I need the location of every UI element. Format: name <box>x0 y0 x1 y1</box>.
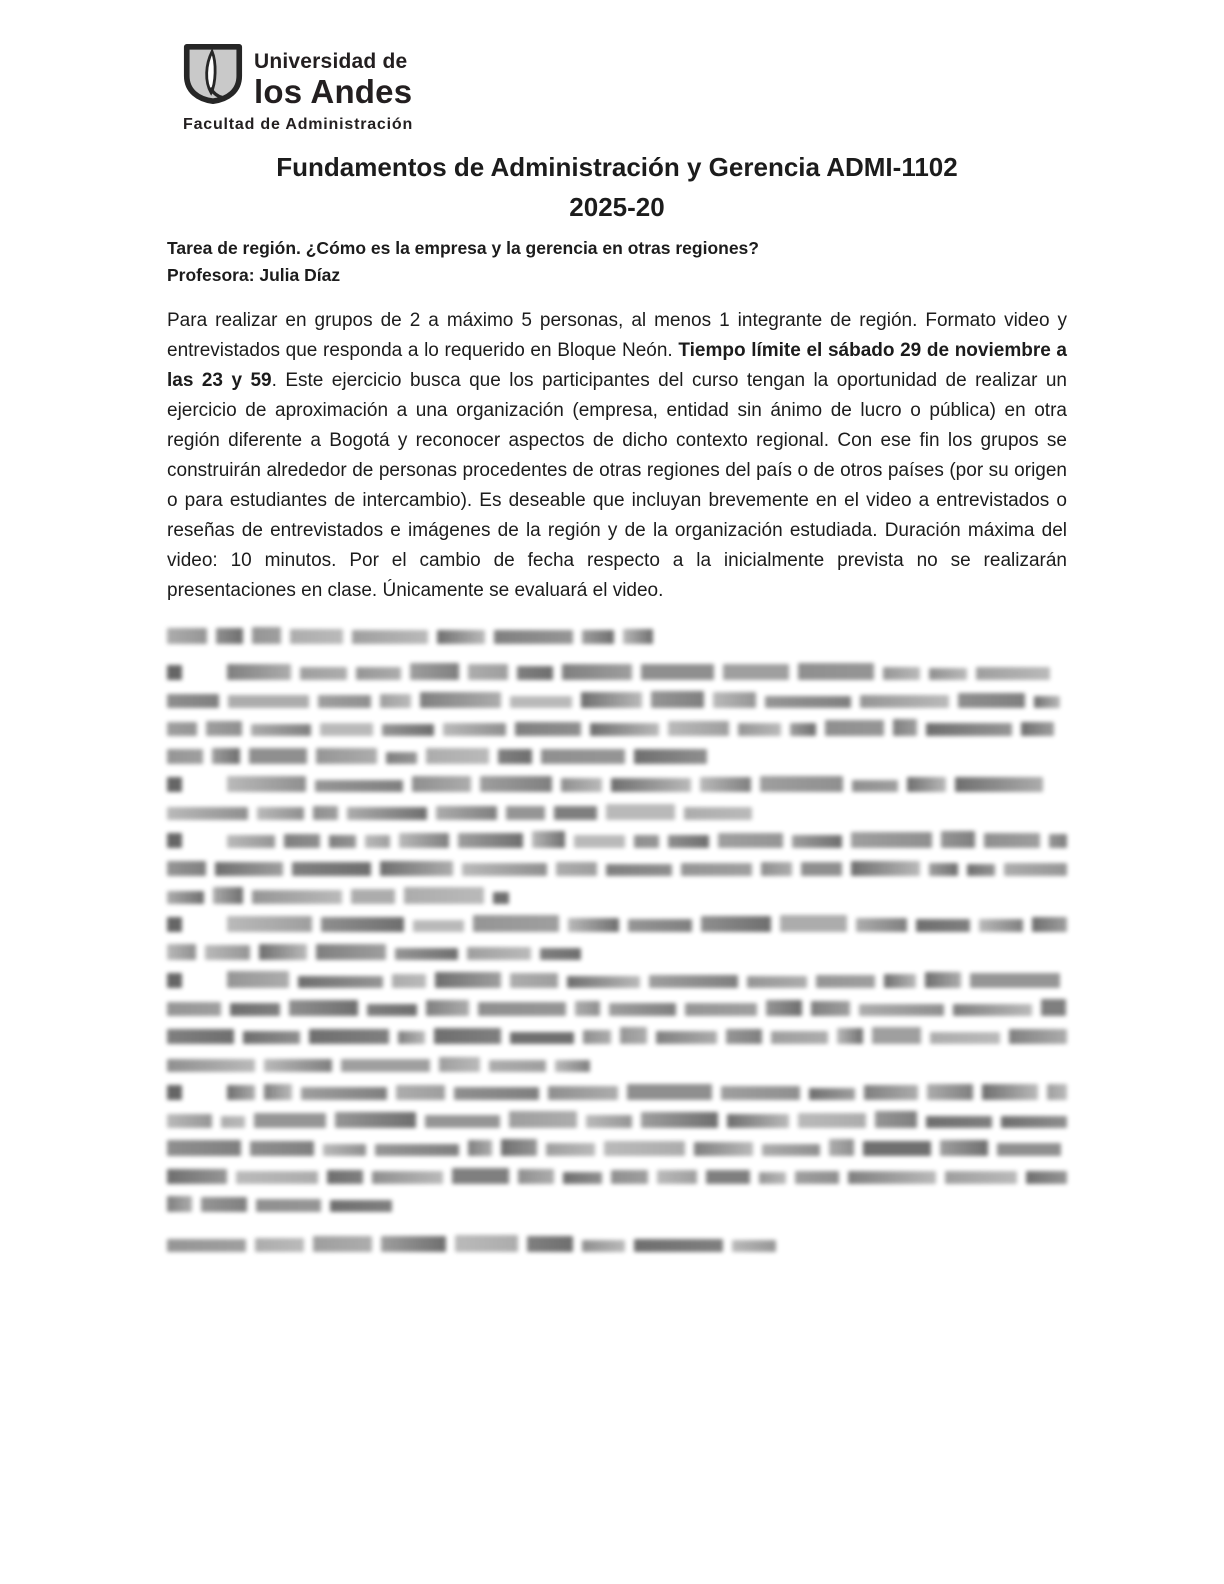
blurred-word <box>236 1171 318 1184</box>
blurred-line <box>167 1140 1067 1156</box>
blurred-word <box>316 944 386 960</box>
blurred-word <box>396 1085 444 1100</box>
blurred-word <box>759 1172 786 1184</box>
blurred-word <box>930 1032 1000 1045</box>
blurred-word <box>780 915 847 932</box>
blurred-word <box>562 664 632 680</box>
blurred-word <box>167 694 219 708</box>
blurred-word <box>468 664 509 681</box>
blurred-word <box>404 887 483 904</box>
blurred-word <box>367 1004 417 1017</box>
blurred-question-item <box>167 1084 1067 1212</box>
blurred-word <box>480 776 552 792</box>
blurred-word <box>398 1031 424 1044</box>
blurred-line <box>167 1000 1067 1016</box>
blurred-line <box>167 1056 1067 1072</box>
blurred-word <box>864 1085 918 1100</box>
blurred-word <box>372 1171 443 1185</box>
blurred-word <box>628 919 691 933</box>
blurred-word <box>227 1085 255 1100</box>
blurred-word <box>929 668 967 680</box>
blurred-word <box>501 1139 536 1156</box>
blurred-word <box>257 807 304 820</box>
blurred-word <box>863 1141 931 1156</box>
blurred-item-number <box>167 665 182 680</box>
blurred-word <box>230 1003 279 1016</box>
blurred-word <box>205 945 250 960</box>
blurred-word <box>167 1169 227 1184</box>
blurred-word <box>413 920 464 933</box>
blurred-word <box>289 1000 358 1016</box>
blurred-word <box>945 1171 1017 1184</box>
blurred-word <box>251 724 311 736</box>
blurred-word <box>517 666 553 680</box>
blurred-word <box>167 807 248 820</box>
blurred-word <box>468 1140 493 1156</box>
description-part2: . Este ejercicio busca que los participantes del curso tengan la oportunidad de realizar un ejercicio de aproximación a una organización (empresa, entidad sin ánimo de lucro o pública) en otra región diferente a Bogotá y reconocer aspectos de dicho contexto regional. Con ese fin los grupos se construirán alrededor de personas procedentes de otras regiones del país o de otros países (por su origen o para estudiantes de intercambio). Es deseable que incluyan brevemente en el video a entrevistados o reseñas de entrevistados e imágenes de la región y de la organización estudiada. Duración máxima del video: 10 minutos. Por el cambio de fecha respecto a la inicialmente prevista no se realizarán presentaciones en clase. Únicamente se evaluará el video. <box>167 370 1067 602</box>
blurred-word <box>1034 696 1060 708</box>
blurred-word <box>982 1084 1039 1100</box>
blurred-word <box>893 719 918 736</box>
blurred-word <box>527 1236 573 1253</box>
blurred-word <box>649 975 738 988</box>
blurred-word <box>458 833 523 849</box>
blurred-line <box>167 1084 1067 1100</box>
blurred-word <box>848 1171 936 1184</box>
blurred-word <box>795 1171 839 1184</box>
blurred-word <box>227 664 291 681</box>
blurred-word <box>926 723 1012 736</box>
blurred-word <box>510 973 558 988</box>
blurred-word <box>555 1060 590 1073</box>
blurred-word <box>606 864 673 877</box>
blurred-word <box>575 1001 600 1017</box>
blurred-word <box>313 806 338 820</box>
blurred-word <box>762 1144 820 1156</box>
blurred-word <box>515 722 581 736</box>
blurred-word <box>264 1059 332 1072</box>
blurred-word <box>167 1114 212 1128</box>
blurred-word <box>856 918 907 932</box>
blurred-word <box>620 1027 647 1044</box>
blurred-word <box>395 948 458 960</box>
blurred-word <box>243 1031 301 1044</box>
blurred-word <box>1009 1029 1067 1044</box>
blurred-word <box>1041 999 1067 1016</box>
blurred-word <box>641 664 714 680</box>
blurred-word <box>375 1144 459 1156</box>
blurred-word <box>323 1144 366 1156</box>
blurred-word <box>478 1002 566 1016</box>
blurred-word <box>318 695 371 708</box>
blurred-word <box>351 889 395 904</box>
blurred-word <box>290 629 344 644</box>
blurred-word <box>718 833 783 848</box>
blurred-item-number <box>167 973 182 988</box>
blurred-line <box>167 1112 1067 1128</box>
blurred-word <box>907 777 946 792</box>
blurred-word <box>327 1170 363 1184</box>
course-title: Fundamentos de Administración y Gerencia ADMI-1102 <box>276 152 958 182</box>
blurred-word <box>765 696 852 708</box>
blurred-item-number <box>167 833 182 848</box>
blurred-line <box>167 860 1067 876</box>
blurred-word <box>760 776 842 792</box>
blurred-word <box>320 723 373 736</box>
blurred-word <box>473 915 559 932</box>
blurred-word <box>634 835 659 848</box>
blurred-word <box>399 833 449 848</box>
blurred-word <box>392 974 426 988</box>
blurred-question-item <box>167 776 1067 820</box>
blurred-line <box>167 1168 1067 1184</box>
blurred-word <box>347 807 426 821</box>
blurred-word <box>766 1000 802 1017</box>
blurred-word <box>582 630 614 644</box>
blurred-word <box>809 1088 856 1100</box>
blurred-word <box>627 1084 712 1101</box>
blurred-word <box>335 1112 416 1129</box>
deadline-bold-text: Tiempo límite el sábado 29 de noviembre a las 23 y 59 <box>167 340 1067 392</box>
blurred-word <box>410 663 459 680</box>
blurred-line <box>167 1236 1067 1252</box>
logo-text-line1: Universidad de <box>254 50 408 73</box>
blurred-word <box>380 861 453 876</box>
blurred-line <box>167 832 1067 848</box>
blurred-word <box>958 693 1025 708</box>
blurred-word <box>437 630 485 644</box>
blurred-word <box>681 863 752 876</box>
blurred-word <box>284 834 320 848</box>
blurred-word <box>498 749 533 764</box>
document-content <box>167 0 1067 1264</box>
blurred-word <box>167 861 206 876</box>
blurred-word <box>255 1238 305 1252</box>
blurred-word <box>561 778 602 792</box>
blurred-word <box>254 1113 326 1129</box>
blurred-word <box>634 749 707 764</box>
blurred-word <box>727 1114 790 1128</box>
professor-name: Profesora: Julia Díaz <box>167 265 341 286</box>
blurred-word <box>300 667 347 681</box>
blurred-word <box>216 628 243 644</box>
blurred-line <box>167 776 1067 792</box>
blurred-word <box>167 1196 192 1212</box>
blurred-word <box>801 862 842 876</box>
blurred-word <box>167 1140 241 1156</box>
blurred-word <box>420 692 501 708</box>
blurred-word <box>700 777 751 792</box>
blurred-word <box>167 944 196 961</box>
blurred-word <box>723 664 789 680</box>
blurred-word <box>582 1240 624 1252</box>
blurred-word <box>609 1003 676 1017</box>
blurred-word <box>684 807 752 820</box>
blurred-word <box>292 862 371 876</box>
blurred-word <box>634 1239 724 1252</box>
blurred-word <box>227 835 275 848</box>
blurred-word <box>738 723 781 736</box>
blurred-word <box>518 1169 554 1184</box>
blurred-line <box>167 972 1067 988</box>
blurred-word <box>825 720 884 737</box>
blurred-line <box>167 1028 1067 1044</box>
blurred-line <box>167 804 1067 820</box>
blurred-word <box>352 630 427 644</box>
blurred-word <box>829 1139 854 1156</box>
blurred-word <box>651 691 704 708</box>
blurred-word <box>554 806 597 820</box>
blurred-word <box>860 695 949 708</box>
blurred-word <box>227 776 306 793</box>
blurred-word <box>685 1003 757 1016</box>
blurred-word <box>167 1002 221 1016</box>
blurred-word <box>506 806 546 820</box>
blurred-word <box>984 833 1040 849</box>
blurred-question-item <box>167 972 1067 1072</box>
blurred-word <box>668 721 729 736</box>
logo-text-line2: los Andes <box>254 73 413 110</box>
blurred-word <box>798 1113 866 1128</box>
blurred-word <box>313 1236 372 1252</box>
blurred-word <box>590 723 659 737</box>
blurred-word <box>657 1170 698 1184</box>
blurred-word <box>872 1027 921 1044</box>
blurred-word <box>929 863 959 876</box>
blurred-word <box>215 862 283 876</box>
blurred-word <box>761 862 792 877</box>
blurred-word <box>563 1172 602 1184</box>
blurred-line <box>167 1196 1067 1212</box>
blurred-word <box>252 890 342 904</box>
blurred-word <box>953 1004 1032 1017</box>
blurred-word <box>1001 1116 1067 1128</box>
assignment-title: Tarea de región. ¿Cómo es la empresa y la gerencia en otras regiones? <box>167 238 759 259</box>
blurred-word <box>583 1030 611 1044</box>
blurred-word <box>771 1031 828 1044</box>
blurred-word <box>532 831 564 848</box>
blurred-word <box>443 723 506 736</box>
blurred-word <box>859 1004 944 1016</box>
blurred-word <box>747 976 807 988</box>
blurred-word <box>875 1111 917 1128</box>
blurred-word <box>167 1029 234 1044</box>
blurred-word <box>510 1032 575 1044</box>
blurred-word <box>852 780 898 792</box>
blurred-word <box>435 972 501 988</box>
blurred-line <box>167 664 1067 680</box>
blurred-word <box>316 748 378 764</box>
blurred-word <box>494 630 573 644</box>
blurred-word <box>309 1029 389 1044</box>
blurred-word <box>816 975 875 988</box>
blurred-word <box>426 748 488 764</box>
blurred-word <box>546 1143 595 1157</box>
blurred-word <box>250 1141 313 1156</box>
blurred-word <box>976 667 1050 680</box>
blurred-word <box>412 776 471 792</box>
blurred-word <box>356 667 400 680</box>
blurred-word <box>926 1116 992 1128</box>
blurred-question-item <box>167 664 1067 764</box>
blurred-word <box>167 1239 246 1252</box>
blurred-word <box>1049 834 1066 849</box>
blurred-word <box>970 973 1059 988</box>
blurred-word <box>940 1140 987 1156</box>
blurred-word <box>206 721 242 736</box>
blurred-line <box>167 748 1067 764</box>
blurred-word <box>548 1086 618 1100</box>
blurred-line <box>167 916 1067 932</box>
blurred-word <box>493 892 509 905</box>
blurred-word <box>656 1031 717 1045</box>
blurred-word <box>330 1200 392 1213</box>
blurred-word <box>611 778 690 792</box>
blurred-item-number <box>167 917 182 932</box>
blurred-line <box>167 944 1067 960</box>
course-term: 2025-20 <box>569 192 665 223</box>
blurred-word <box>434 1028 501 1044</box>
blurred-questions-section <box>167 628 1067 1252</box>
blurred-word <box>1004 863 1067 876</box>
blurred-word <box>726 1029 762 1045</box>
blurred-word <box>732 1240 776 1252</box>
logo-faculty-text: Facultad de Administración <box>183 116 414 133</box>
blurred-word <box>706 1170 750 1184</box>
blurred-word <box>381 1236 446 1252</box>
blurred-word <box>425 1115 499 1129</box>
blurred-word <box>467 947 531 960</box>
blurred-word <box>701 916 771 932</box>
blurred-word <box>489 1060 546 1072</box>
blurred-word <box>221 1116 245 1128</box>
blurred-word <box>256 1199 320 1213</box>
blurred-word <box>426 1000 469 1016</box>
blurred-word <box>298 976 384 989</box>
blurred-line <box>167 720 1067 736</box>
blurred-word <box>259 944 307 960</box>
blurred-word <box>510 696 573 708</box>
blurred-word <box>436 806 497 820</box>
blurred-word <box>329 835 356 849</box>
blurred-word <box>955 777 1043 793</box>
blurred-word <box>581 692 642 708</box>
blurred-word <box>167 891 204 904</box>
blurred-word <box>454 1087 539 1101</box>
blurred-word <box>567 976 640 988</box>
blurred-word <box>623 629 653 644</box>
blurred-word <box>586 1115 631 1128</box>
blurred-word <box>167 749 203 764</box>
assignment-description <box>167 306 1067 606</box>
blurred-question-item <box>167 916 1067 960</box>
blurred-word <box>611 1170 648 1184</box>
blurred-item-number <box>167 1085 182 1100</box>
blurred-word <box>455 1235 518 1252</box>
blurred-word <box>386 752 417 764</box>
blurred-word <box>997 1143 1061 1156</box>
blurred-word <box>462 863 547 876</box>
blurred-word <box>979 919 1022 932</box>
blurred-word <box>228 695 309 708</box>
blurred-word <box>213 887 244 904</box>
blurred-word <box>1047 1084 1067 1100</box>
blurred-word <box>884 974 916 988</box>
blurred-word <box>1032 917 1067 932</box>
blurred-word <box>541 749 625 764</box>
blurred-word <box>556 862 597 876</box>
blurred-line <box>167 692 1067 708</box>
blurred-word <box>568 918 619 933</box>
blurred-word <box>851 861 920 876</box>
blurred-word <box>574 835 626 848</box>
blurred-word <box>382 724 434 737</box>
blurred-word <box>925 972 961 988</box>
blurred-word <box>167 722 197 736</box>
blurred-word <box>321 917 404 932</box>
blurred-word <box>606 804 675 820</box>
blurred-word <box>967 864 995 877</box>
blurred-line <box>167 888 1067 904</box>
blurred-word <box>540 948 581 960</box>
blurred-word <box>916 919 970 932</box>
blurred-word <box>341 1059 430 1072</box>
blurred-word <box>509 1111 578 1128</box>
blurred-word <box>721 1086 800 1100</box>
blurred-word <box>365 835 391 848</box>
blurred-word <box>641 1112 718 1128</box>
blurred-word <box>604 1141 685 1156</box>
blurred-word <box>227 971 289 988</box>
blurred-word <box>694 1142 753 1156</box>
blurred-word <box>249 748 307 764</box>
blurred-word <box>212 748 240 764</box>
blurred-word <box>452 1168 508 1184</box>
blurred-word <box>167 1059 255 1072</box>
blurred-word <box>713 692 756 708</box>
blurred-word <box>439 1057 480 1072</box>
blurred-word <box>1026 1171 1067 1184</box>
blurred-word <box>301 1087 387 1100</box>
blurred-word <box>252 627 281 644</box>
description-part1: Para realizar en grupos de 2 a máximo 5 personas, al menos 1 integrante de región. Formato video y entrevistados que responda a lo requerido en Bloque Neón. <box>167 310 1067 362</box>
blurred-word <box>792 835 842 848</box>
blurred-word <box>927 1084 972 1100</box>
blurred-word <box>227 916 312 933</box>
blurred-word <box>264 1084 292 1100</box>
blurred-word <box>668 835 709 849</box>
blurred-word <box>1021 722 1054 736</box>
blurred-word <box>167 628 207 645</box>
blurred-word <box>380 694 411 708</box>
blurred-question-item <box>167 832 1067 904</box>
blurred-word <box>811 1001 850 1016</box>
blurred-word <box>837 1028 864 1044</box>
blurred-word <box>941 831 975 848</box>
blurred-word <box>798 663 874 680</box>
blurred-word <box>883 667 921 680</box>
blurred-word <box>315 780 403 792</box>
blurred-word <box>851 832 932 848</box>
blurred-word <box>790 723 816 737</box>
blurred-word <box>201 1197 247 1212</box>
blurred-line <box>167 628 1067 644</box>
blurred-item-number <box>167 777 182 792</box>
